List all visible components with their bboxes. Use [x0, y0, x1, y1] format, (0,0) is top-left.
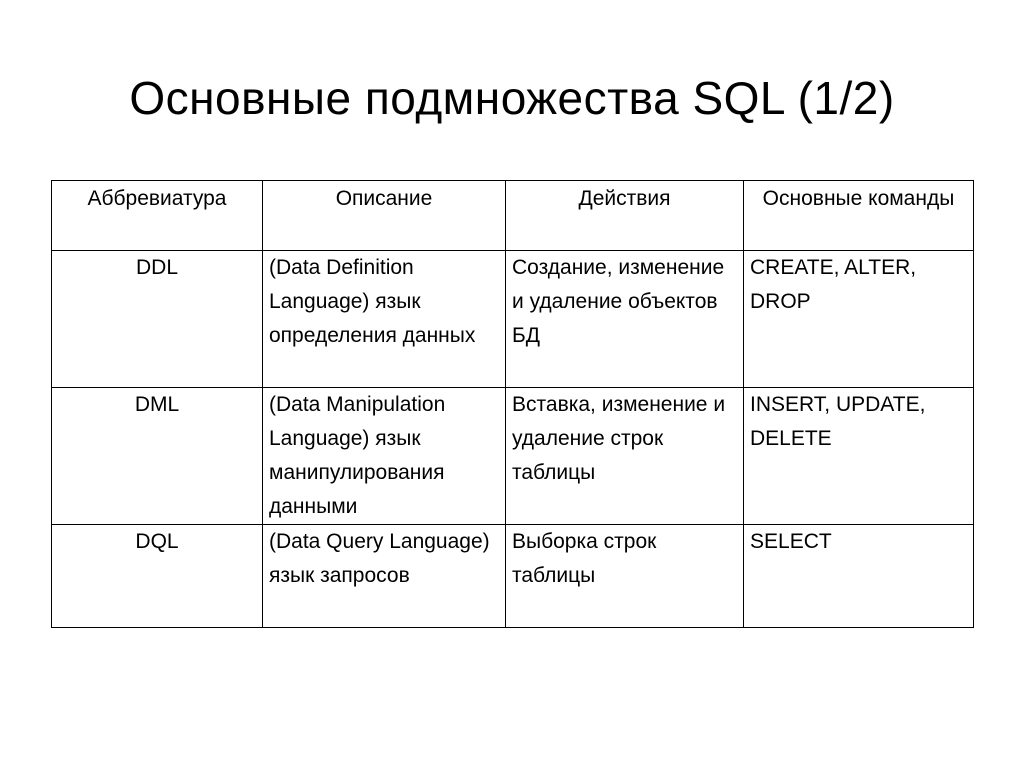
- cell-actions: Выборка строк таблицы: [506, 525, 744, 628]
- cell-abbreviation: DQL: [52, 525, 263, 628]
- header-commands: Основные команды: [744, 181, 974, 251]
- table-row: [52, 251, 974, 388]
- cell-commands: CREATE, ALTER, DROP: [744, 251, 974, 388]
- cell-actions: Вставка, изменение и удаление строк таблицы: [506, 388, 744, 525]
- cell-description: (Data Query Language) язык запросов: [263, 525, 506, 628]
- header-abbreviation: Аббревиатура: [52, 181, 263, 251]
- cell-commands: INSERT, UPDATE, DELETE: [744, 388, 974, 525]
- slide-title: Основные подмножества SQL (1/2): [129, 72, 895, 124]
- cell-description: (Data Manipulation Language) язык манипулирования данными: [263, 388, 506, 525]
- cell-description: (Data Definition Language) язык определения данных: [263, 251, 506, 388]
- header-description: Описание: [263, 181, 506, 251]
- sql-subsets-table: [51, 180, 974, 628]
- table-row: [52, 388, 974, 525]
- header-actions: Действия: [506, 181, 744, 251]
- cell-actions: Создание, изменение и удаление объектов БД: [506, 251, 744, 388]
- cell-abbreviation: DML: [52, 388, 263, 525]
- cell-abbreviation: DDL: [52, 251, 263, 388]
- table-header-row: [52, 181, 974, 251]
- cell-commands: SELECT: [744, 525, 974, 628]
- table-row: [52, 525, 974, 628]
